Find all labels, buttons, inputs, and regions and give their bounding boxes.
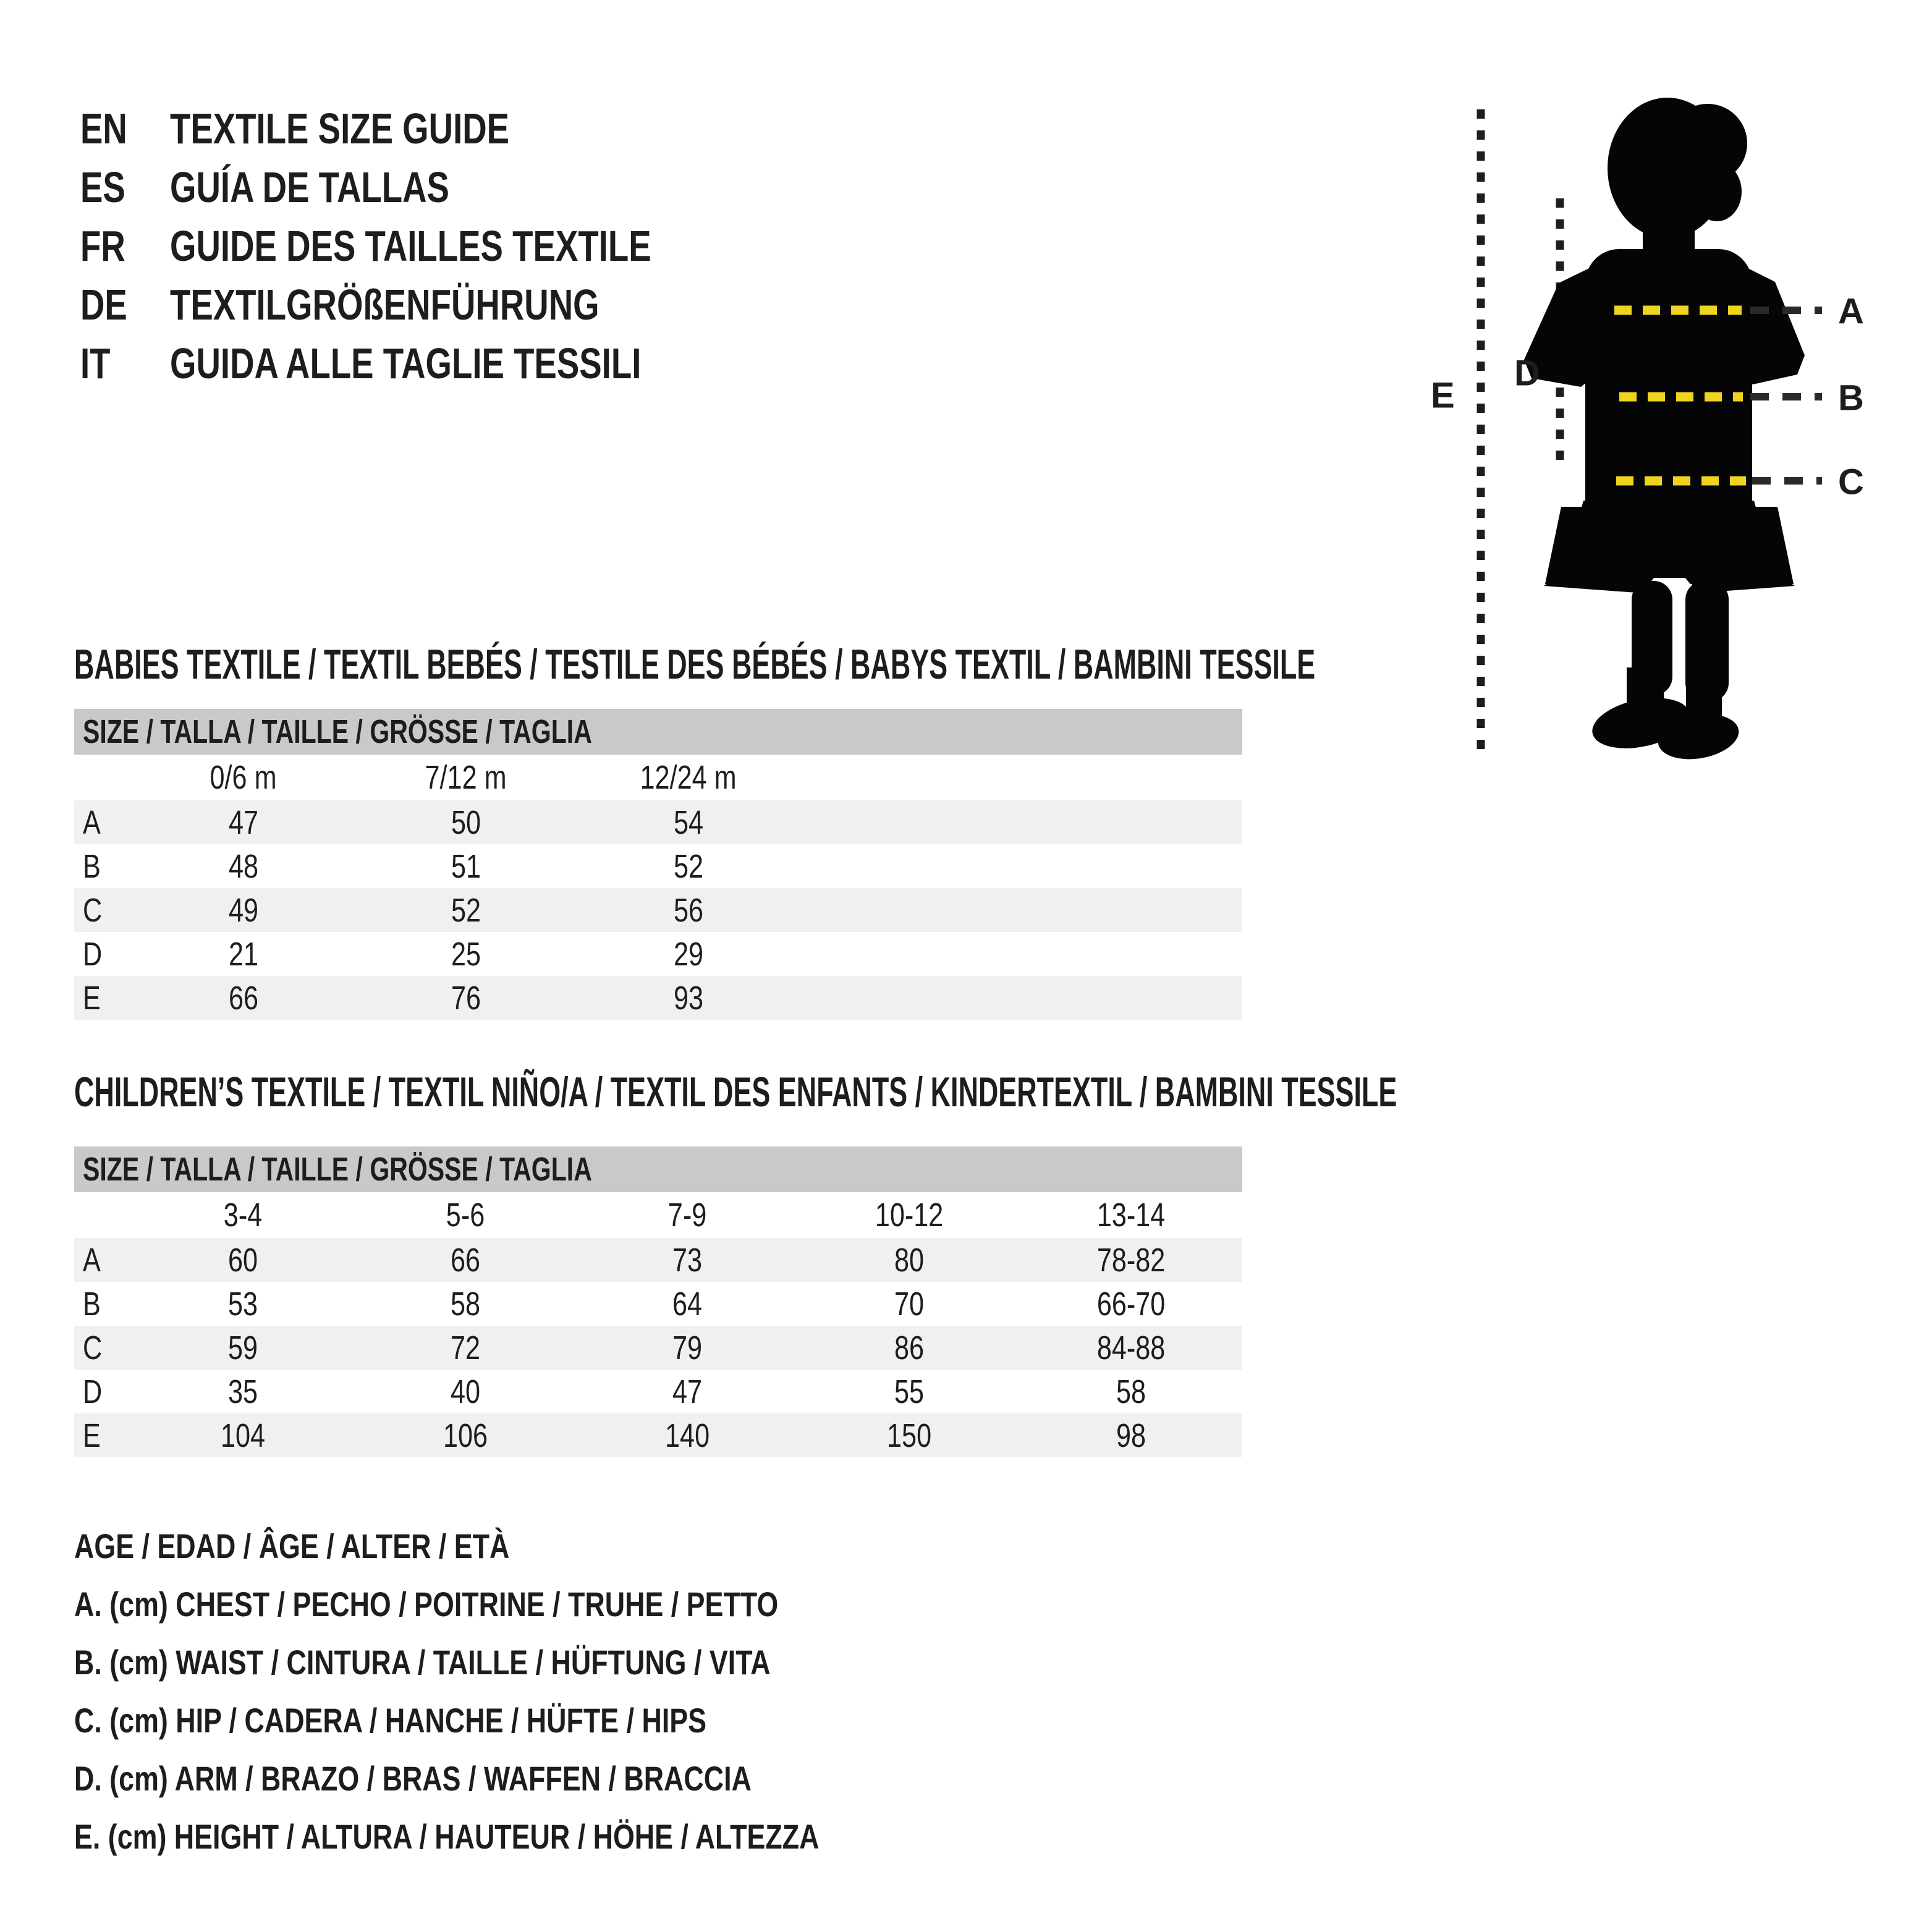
table-cell: 47 xyxy=(228,803,259,841)
column-header-row xyxy=(74,1192,1242,1238)
row-label: D xyxy=(83,1373,103,1410)
table-row-d xyxy=(74,932,1242,976)
table-cell: 53 xyxy=(228,1285,258,1323)
language-row-en xyxy=(80,99,787,158)
table-row-b xyxy=(74,844,1242,888)
guide-title-de: TEXTILGRÖßENFÜHRUNG xyxy=(170,280,600,329)
row-label: A xyxy=(83,803,101,841)
table-cell: 80 xyxy=(894,1241,925,1279)
table-cell: 86 xyxy=(894,1329,925,1366)
table-row-d xyxy=(74,1370,1242,1413)
measure-legend xyxy=(74,1517,1006,1866)
language-row-de xyxy=(80,275,787,334)
column-header: 10-12 xyxy=(875,1197,944,1234)
legend-height: E. (cm) HEIGHT / ALTURA / HAUTEUR / HÖHE / ALTEZZA xyxy=(74,1817,820,1856)
table-cell: 59 xyxy=(228,1329,258,1366)
table-cell: 98 xyxy=(1116,1417,1146,1454)
table-row-a xyxy=(74,1238,1242,1282)
figure-label-hip: C xyxy=(1838,462,1864,502)
table-cell: 60 xyxy=(228,1241,258,1279)
table-cell: 78-82 xyxy=(1097,1241,1166,1279)
table-cell: 58 xyxy=(450,1285,480,1323)
row-label: C xyxy=(83,891,103,929)
table-cell: 150 xyxy=(887,1417,932,1454)
table-cell: 84-88 xyxy=(1097,1329,1166,1366)
figure-label-waist: B xyxy=(1838,378,1864,418)
table-header-band: SIZE / TALLA / TAILLE / GRÖSSE / TAGLIA xyxy=(74,1146,1242,1192)
table-cell: 49 xyxy=(228,891,259,929)
table-row-b xyxy=(74,1282,1242,1326)
table-cell: 52 xyxy=(451,891,481,929)
table-cell: 93 xyxy=(673,979,704,1017)
table-cell: 72 xyxy=(450,1329,480,1366)
legend-arm: D. (cm) ARM / BRAZO / BRAS / WAFFEN / BRACCIA xyxy=(74,1759,752,1798)
row-label: E xyxy=(83,1417,101,1454)
table-header-band: SIZE / TALLA / TAILLE / GRÖSSE / TAGLIA xyxy=(74,709,1242,755)
table-cell: 140 xyxy=(664,1417,710,1454)
legend-age: AGE / EDAD / ÂGE / ALTER / ETÀ xyxy=(74,1527,510,1566)
children-section-title: CHILDREN’S TEXTILE / TEXTIL NIÑO/A / TEXTIL DES ENFANTS / KINDERTEXTIL / BAMBINI TESSILE xyxy=(74,1069,1397,1116)
legend-hip: C. (cm) HIP / CADERA / HANCHE / HÜFTE / HIPS xyxy=(74,1701,707,1740)
language-row-fr xyxy=(80,216,787,275)
table-cell: 79 xyxy=(672,1329,702,1366)
table-cell: 47 xyxy=(672,1373,702,1410)
column-header-spacer xyxy=(74,1192,132,1238)
guide-title-en: TEXTILE SIZE GUIDE xyxy=(170,104,510,153)
column-header: 3-4 xyxy=(224,1197,263,1234)
table-cell: 64 xyxy=(672,1285,702,1323)
table-cell: 66 xyxy=(228,979,259,1017)
table-cell: 58 xyxy=(1116,1373,1146,1410)
language-code: ES xyxy=(80,163,125,211)
row-label: D xyxy=(83,935,103,973)
table-cell: 40 xyxy=(450,1373,480,1410)
table-cell: 76 xyxy=(451,979,481,1017)
legend-waist: B. (cm) WAIST / CINTURA / TAILLE / HÜFTUNG / VITA xyxy=(74,1643,771,1682)
language-title-list xyxy=(80,99,787,392)
table-cell: 70 xyxy=(894,1285,925,1323)
table-cell: 55 xyxy=(894,1373,925,1410)
table-cell: 66 xyxy=(450,1241,480,1279)
table-row-e xyxy=(74,1413,1242,1457)
language-row-es xyxy=(80,158,787,216)
table-row-a xyxy=(74,800,1242,844)
row-label: A xyxy=(83,1241,101,1279)
language-row-it xyxy=(80,334,787,392)
row-label: B xyxy=(83,847,101,885)
row-label: E xyxy=(83,979,101,1017)
table-cell: 66-70 xyxy=(1097,1285,1166,1323)
language-code: EN xyxy=(80,104,127,153)
children-size-table xyxy=(74,1146,1242,1457)
legend-chest: A. (cm) CHEST / PECHO / POITRINE / TRUHE / PETTO xyxy=(74,1585,779,1624)
table-cell: 48 xyxy=(228,847,259,885)
table-cell: 52 xyxy=(673,847,704,885)
table-cell: 51 xyxy=(451,847,481,885)
table-row-c xyxy=(74,888,1242,932)
table-cell: 106 xyxy=(443,1417,488,1454)
babies-section-title: BABIES TEXTILE / TEXTIL BEBÉS / TESTILE DES BÉBÉS / BABYS TEXTIL / BAMBINI TESSILE xyxy=(74,641,1316,688)
column-header: 0/6 m xyxy=(210,759,278,796)
table-row-e xyxy=(74,976,1242,1020)
figure-label-height: E xyxy=(1431,375,1455,416)
table-cell: 54 xyxy=(673,803,704,841)
row-label: B xyxy=(83,1285,101,1323)
column-header: 5-6 xyxy=(446,1197,485,1234)
language-code: DE xyxy=(80,280,127,329)
column-header: 13-14 xyxy=(1097,1197,1166,1234)
guide-title-es: GUÍA DE TALLAS xyxy=(170,163,449,211)
table-row-c xyxy=(74,1326,1242,1370)
column-header-row xyxy=(74,755,1242,800)
table-cell: 35 xyxy=(228,1373,258,1410)
language-code: FR xyxy=(80,221,125,270)
table-cell: 104 xyxy=(221,1417,266,1454)
table-cell: 56 xyxy=(673,891,704,929)
table-cell: 50 xyxy=(451,803,481,841)
guide-title-fr: GUIDE DES TAILLES TEXTILE xyxy=(170,221,651,270)
column-header-spacer xyxy=(74,755,132,800)
figure-label-arm: D xyxy=(1514,353,1540,394)
language-code: IT xyxy=(80,339,111,388)
row-label: C xyxy=(83,1329,103,1366)
table-cell: 73 xyxy=(672,1241,702,1279)
guide-title-it: GUIDA ALLE TAGLIE TESSILI xyxy=(170,339,642,388)
table-cell: 25 xyxy=(451,935,481,973)
babies-size-table xyxy=(74,709,1242,1020)
column-header: 7-9 xyxy=(667,1197,707,1234)
table-cell: 29 xyxy=(673,935,704,973)
column-header: 7/12 m xyxy=(425,759,507,796)
table-cell: 21 xyxy=(228,935,259,973)
column-header: 12/24 m xyxy=(640,759,737,796)
figure-label-chest: A xyxy=(1838,291,1864,332)
